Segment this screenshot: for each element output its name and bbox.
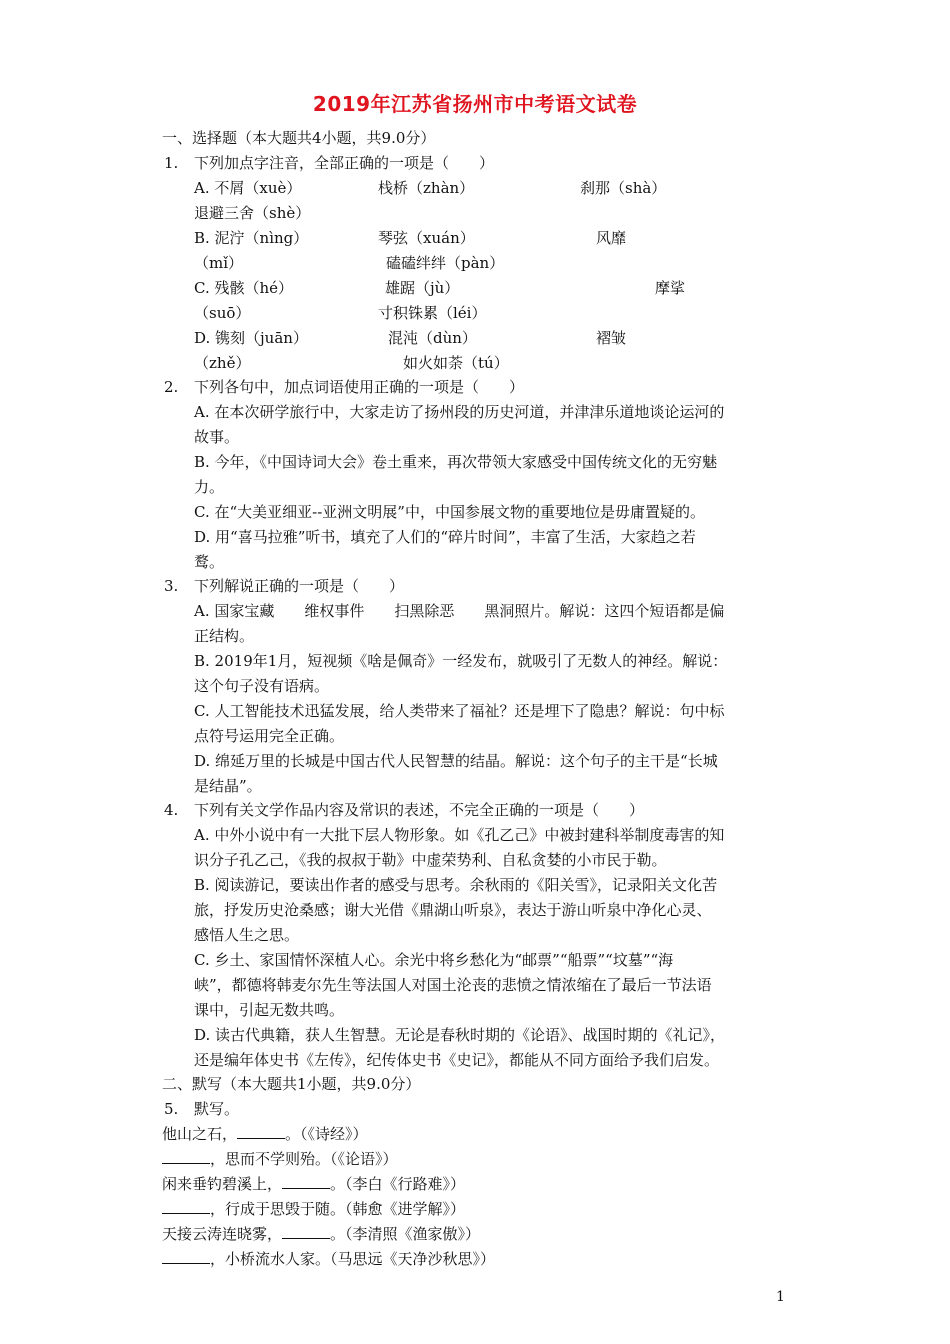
verse-text: ，行成于思毁于随。（韩愈《进学解》） [210,1200,466,1218]
option-a-part: A. 不屑（xuè） [194,179,302,197]
verse-source: 。（《诗经》） [285,1125,368,1143]
option-b-line: 旅，抒发历史沧桑感；谢大光借《鼎湖山听泉》，表达于游山听泉中净化心灵、 [194,901,712,919]
option-b-line: 感悟人生之思。 [194,926,300,944]
verse-source: 。（李白《行路难》） [330,1175,466,1193]
question-stem: 默写。 [194,1100,240,1118]
option-b-line: B. 今年，《中国诗词大会》卷土重来，再次带领大家感受中国传统文化的无穷魅 [194,453,718,471]
option-a-part: 退避三舍（shè） [194,204,311,222]
dictation-line [162,1224,480,1244]
option-d-line: D. 读古代典籍，获人生智慧。无论是春秋时期的《论语》、战国时期的《礼记》， [194,1026,726,1044]
option-c-part: C. 残骸（hé） [194,279,294,297]
dictation-line [162,1124,368,1144]
option-c-line: 峡”，都德将韩麦尔先生等法国人对国土沦丧的悲愤之情浓缩在了最后一节法语 [194,976,712,994]
option-b-line: B. 2019年1月，短视频《啥是佩奇》一经发布，就吸引了无数人的神经。解说： [194,652,728,670]
option-b-part: 磕磕绊绊（pàn） [386,254,505,272]
question-stem: 下列加点字注音，全部正确的一项是（ ） [194,154,495,172]
verse-text: ，小桥流水人家。（马思远《天净沙秋思》） [210,1250,496,1268]
question-number: 3. [164,577,179,595]
question-number: 1. [164,154,179,172]
option-d-line: D. 用“喜马拉雅”听书，填充了人们的“碎片时间”，丰富了生活，大家趋之若 [194,528,696,546]
option-a-line: 识分子孔乙己，《我的叔叔于勒》中虚荣势利、自私贪婪的小市民于勒。 [194,851,667,869]
option-d-part: 如火如荼（tú） [403,354,509,372]
question-stem: 下列有关文学作品内容及常识的表述，不完全正确的一项是（ ） [194,801,645,819]
question-stem: 下列各句中，加点词语使用正确的一项是（ ） [194,378,525,396]
option-d-part: 混沌（dùn） [388,329,477,347]
option-a-part: 栈桥（zhàn） [378,179,475,197]
question-stem: 下列解说正确的一项是（ ） [194,577,405,595]
option-c-line: 课中，引起无数共鸣。 [194,1001,345,1019]
dictation-line [162,1199,465,1219]
option-a-line: A. 国家宝藏 维权事件 扫黑除恶 黑洞照片。解说：这四个短语都是偏 [194,602,725,620]
answer-blank[interactable] [237,1124,285,1139]
verse-text: ，思而不学则殆。（《论语》） [210,1150,398,1168]
option-a-line: A. 中外小说中有一大批下层人物形象。如《孔乙己》中被封建科举制度毒害的知 [194,826,725,844]
option-b-line: 力。 [194,478,225,496]
option-d-line: 还是编年体史书《左传》，纪传体史书《史记》，都能从不同方面给予我们启发。 [194,1051,720,1069]
option-d-part: （zhě） [194,354,251,372]
verse-text: 闲来垂钓碧溪上， [162,1175,283,1193]
option-c-part: 寸积铢累（léi） [378,304,487,322]
option-a-line: 故事。 [194,428,240,446]
option-b-line: 这个句子没有语病。 [194,677,330,695]
section-heading-choice: 一、选择题（本大题共4小题，共9.0分） [162,129,436,147]
answer-blank[interactable] [282,1224,330,1239]
option-b-part: 风靡 [596,229,627,247]
option-c-line: C. 在“大美亚细亚--亚洲文明展”中，中国参展文物的重要地位是毋庸置疑的。 [194,503,705,521]
question-number: 2. [164,378,179,396]
option-c-part: （suō） [194,304,251,322]
option-b-part: （mǐ） [194,254,244,272]
option-c-line: C. 人工智能技术迅猛发展，给人类带来了福祉？还是埋下了隐患？解说：句中标 [194,702,725,720]
section-heading-dictation: 二、默写（本大题共1小题，共9.0分） [162,1075,421,1093]
option-a-line: 正结构。 [194,627,255,645]
option-d-line: D. 绵延万里的长城是中国古代人民智慧的结晶。解说：这个句子的主干是“长城 [194,752,718,770]
verse-source: 。（李清照《渔家傲》） [330,1225,481,1243]
page-number: 1 [776,1289,785,1305]
option-c-line: C. 乡土、家国情怀深植人心。余光中将乡愁化为“邮票”“船票”“坟墓”“海 [194,951,674,969]
dictation-line [162,1174,465,1194]
answer-blank[interactable] [162,1249,210,1264]
verse-text: 他山之石， [162,1125,238,1143]
option-d-part: D. 镌刻（juān） [194,329,308,347]
dictation-line [162,1149,398,1169]
page-title: 2019年江苏省扬州市中考语文试卷 [312,92,638,116]
option-a-part: 刹那（shà） [580,179,667,197]
question-number: 5. [164,1100,179,1118]
option-b-part: B. 泥泞（nìng） [194,229,309,247]
option-d-line: 鹜。 [194,553,225,571]
option-b-part: 琴弦（xuán） [378,229,475,247]
question-number: 4. [164,801,179,819]
option-d-part: 褶皱 [596,329,627,347]
option-d-line: 是结晶”。 [194,777,262,795]
option-c-part: 摩挲 [655,279,686,297]
answer-blank[interactable] [162,1149,210,1164]
option-a-line: A. 在本次研学旅行中，大家走访了扬州段的历史河道，并津津乐道地谈论运河的 [194,403,725,421]
answer-blank[interactable] [282,1174,330,1189]
option-c-part: 雄踞（jù） [385,279,460,297]
dictation-line [162,1249,495,1269]
option-b-line: B. 阅读游记，要读出作者的感受与思考。余秋雨的《阳关雪》，记录阳关文化苦 [194,876,718,894]
verse-text: 天接云涛连晓雾， [162,1225,283,1243]
option-c-line: 点符号运用完全正确。 [194,727,345,745]
answer-blank[interactable] [162,1199,210,1214]
